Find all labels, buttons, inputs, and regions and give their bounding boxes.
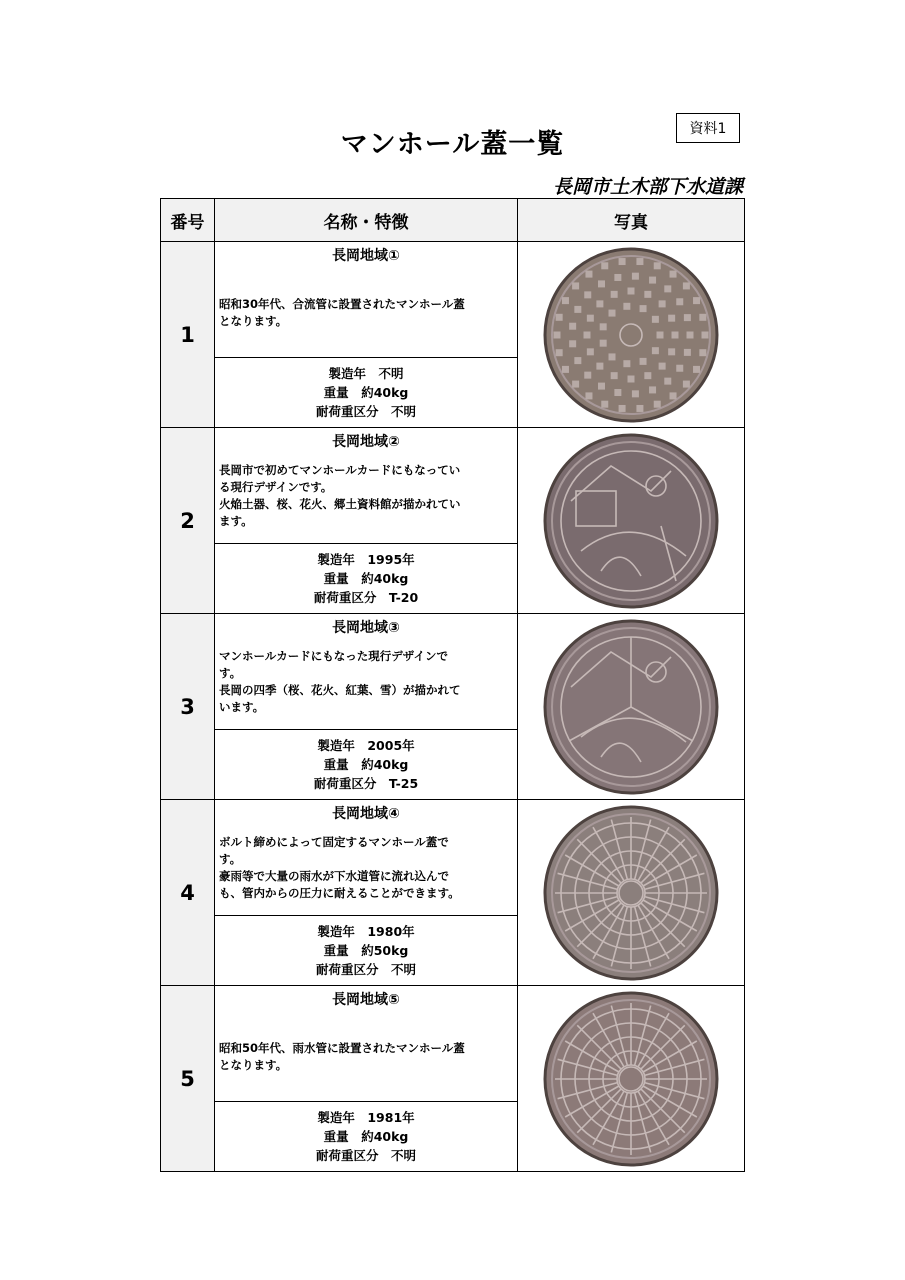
cover-feature <box>219 462 509 530</box>
feature-line: 長岡市で初めてマンホールカードにもなってい <box>219 463 461 477</box>
spec-load-class-value: 不明 <box>391 962 417 977</box>
spec-weight-label: 重量 <box>323 385 349 400</box>
header-name-feature: 名称・特徴 <box>215 199 518 242</box>
department-name: 長岡市土木部下水道課 <box>552 176 743 198</box>
spec-weight-value: 約40kg <box>361 571 409 586</box>
row-photo <box>518 242 745 428</box>
spec-weight <box>215 383 517 402</box>
spec-year-label: 製造年 <box>317 552 355 567</box>
spec-load-class <box>215 1146 517 1165</box>
spec-year-value: 1981年 <box>367 1110 415 1125</box>
spec-year-value: 2005年 <box>367 738 415 753</box>
spec-load-class-value: T-25 <box>388 776 419 791</box>
spec-weight-label: 重量 <box>323 571 349 586</box>
row-description <box>215 614 518 730</box>
page-title: マンホール蓋一覧 <box>340 129 565 160</box>
spec-weight-label: 重量 <box>323 943 349 958</box>
spec-weight-label: 重量 <box>323 1129 349 1144</box>
row-number: 4 <box>161 800 215 986</box>
spec-weight <box>215 941 517 960</box>
spec-weight-value: 約40kg <box>361 1129 409 1144</box>
row-number: 5 <box>161 986 215 1172</box>
cover-name: 長岡地域④ <box>332 806 400 822</box>
feature-line: 火焔土器、桜、花火、郷土資料館が描かれてい <box>219 497 461 511</box>
spec-weight <box>215 755 517 774</box>
feature-line: 昭和50年代、雨水管に設置されたマンホール蓋 <box>219 1041 465 1055</box>
cover-spec <box>215 916 518 986</box>
spec-load-class <box>215 774 517 793</box>
spec-load-class-value: 不明 <box>391 1148 417 1163</box>
spec-load-class <box>215 960 517 979</box>
cover-spec <box>215 1102 518 1172</box>
spec-year <box>215 550 517 569</box>
spec-load-class-label: 耐荷重区分 <box>313 776 377 791</box>
row-number: 1 <box>161 242 215 428</box>
table-header-row <box>161 199 745 242</box>
spec-load-class-value: T-20 <box>388 590 419 605</box>
feature-line: マンホールカードにもなった現行デザインで <box>219 649 448 663</box>
spec-year-value: 1995年 <box>367 552 415 567</box>
row-description <box>215 242 518 358</box>
cover-spec <box>215 730 518 800</box>
row-photo <box>518 614 745 800</box>
document-badge: 資料1 <box>676 113 740 143</box>
cover-feature <box>219 834 509 902</box>
spec-weight-value: 約40kg <box>361 757 409 772</box>
spec-load-class-label: 耐荷重区分 <box>315 962 379 977</box>
header-number: 番号 <box>161 199 215 242</box>
cover-spec <box>215 358 518 428</box>
table-row <box>161 428 745 544</box>
feature-line: となります。 <box>219 314 288 328</box>
row-description <box>215 986 518 1102</box>
spec-weight-value: 約50kg <box>361 943 409 958</box>
spec-load-class-label: 耐荷重区分 <box>315 1148 379 1163</box>
spec-load-class <box>215 402 517 421</box>
cover-name: 長岡地域② <box>332 434 400 450</box>
cover-name: 長岡地域⑤ <box>332 992 400 1008</box>
feature-line: います。 <box>219 700 265 714</box>
feature-line: となります。 <box>219 1058 288 1072</box>
table-row <box>161 242 745 358</box>
cover-feature <box>219 296 509 330</box>
row-photo <box>518 800 745 986</box>
feature-line: 昭和30年代、合流管に設置されたマンホール蓋 <box>219 297 465 311</box>
feature-line: も、管内からの圧力に耐えることができます。 <box>219 886 460 900</box>
spec-weight-label: 重量 <box>323 757 349 772</box>
row-photo <box>518 428 745 614</box>
spec-year <box>215 1108 517 1127</box>
feature-line: 長岡の四季（桜、花火、紅葉、雪）が描かれて <box>219 683 461 697</box>
row-photo <box>518 986 745 1172</box>
row-number: 3 <box>161 614 215 800</box>
spec-weight-value: 約40kg <box>361 385 409 400</box>
manhole-cover-photo <box>538 990 724 1168</box>
feature-line: す。 <box>219 852 242 866</box>
feature-line: 豪雨等で大量の雨水が下水道管に流れ込んで <box>219 869 449 883</box>
cover-feature <box>219 648 509 716</box>
spec-weight <box>215 569 517 588</box>
spec-weight <box>215 1127 517 1146</box>
spec-year-label: 製造年 <box>317 738 355 753</box>
spec-year-label: 製造年 <box>317 1110 355 1125</box>
spec-year-value: 1980年 <box>367 924 415 939</box>
cover-name: 長岡地域③ <box>332 620 400 636</box>
table-row <box>161 800 745 916</box>
feature-line: ボルト締めによって固定するマンホール蓋で <box>219 835 449 849</box>
feature-line: る現行デザインです。 <box>219 480 333 494</box>
spec-year <box>215 364 517 383</box>
manhole-cover-photo <box>538 804 724 982</box>
spec-year <box>215 922 517 941</box>
spec-load-class-label: 耐荷重区分 <box>313 590 377 605</box>
feature-line: ます。 <box>219 514 253 528</box>
spec-year-value: 不明 <box>378 366 404 381</box>
row-description <box>215 428 518 544</box>
cover-name: 長岡地域① <box>332 248 400 264</box>
feature-line: す。 <box>219 666 242 680</box>
cover-spec <box>215 544 518 614</box>
spec-year-label: 製造年 <box>328 366 366 381</box>
manhole-cover-photo <box>538 432 724 610</box>
table-row <box>161 614 745 730</box>
table-row <box>161 986 745 1102</box>
spec-load-class <box>215 588 517 607</box>
manhole-cover-photo <box>538 618 724 796</box>
cover-feature <box>219 1040 509 1074</box>
table-body <box>161 242 745 1172</box>
spec-year <box>215 736 517 755</box>
manhole-cover-table <box>160 198 745 1172</box>
manhole-cover-photo <box>538 246 724 424</box>
spec-year-label: 製造年 <box>317 924 355 939</box>
spec-load-class-value: 不明 <box>391 404 417 419</box>
spec-load-class-label: 耐荷重区分 <box>315 404 379 419</box>
row-number: 2 <box>161 428 215 614</box>
row-description <box>215 800 518 916</box>
header-photo: 写真 <box>518 199 745 242</box>
